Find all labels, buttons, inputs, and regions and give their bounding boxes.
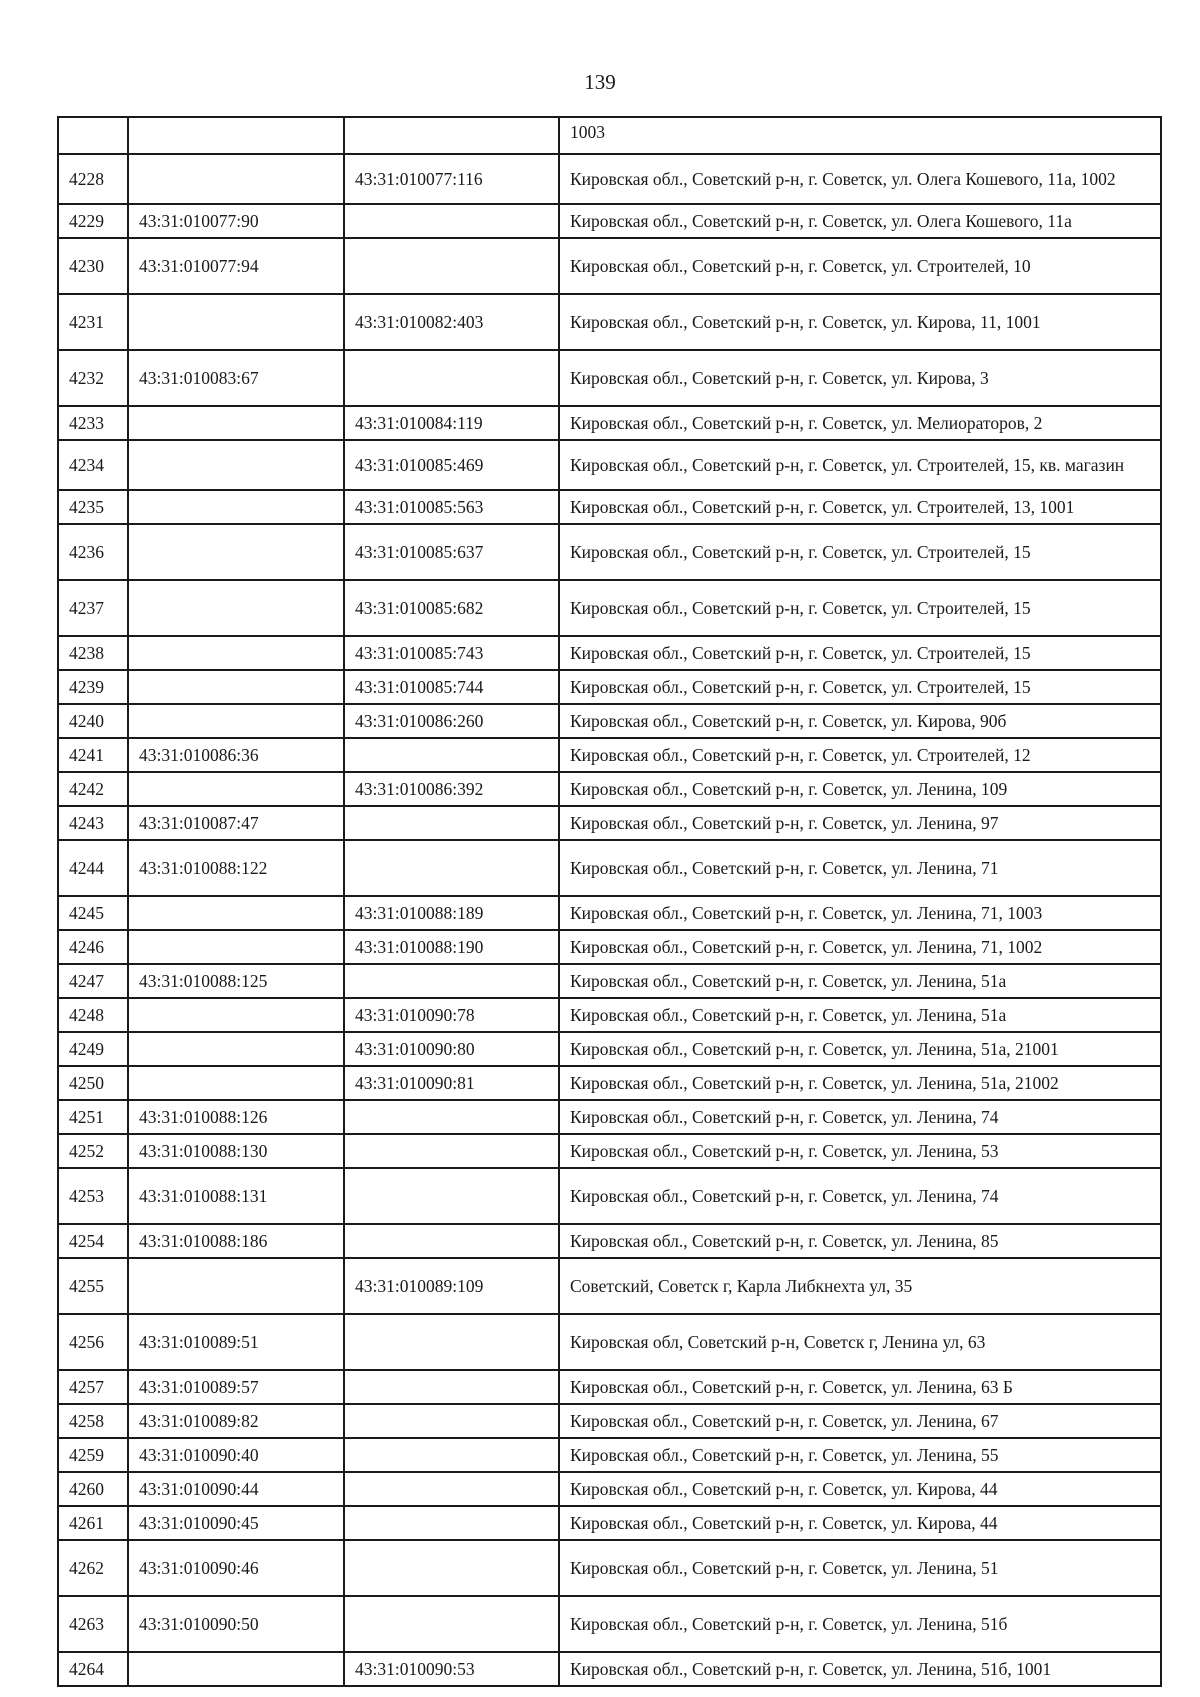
plot-cadastral-number-cell	[128, 524, 344, 580]
row-number-cell: 4260	[58, 1472, 128, 1506]
address-cell: Кировская обл., Советский р-н, г. Советск, ул. Строителей, 15	[559, 524, 1161, 580]
address-cell: Кировская обл., Советский р-н, г. Советск, ул. Олега Кошевого, 11а, 1002	[559, 154, 1161, 204]
plot-cadastral-number-cell	[128, 580, 344, 636]
table-row	[58, 350, 1161, 406]
row-number-cell: 4246	[58, 930, 128, 964]
address-cell: Кировская обл, Советский р-н, Советск г, Ленина ул, 63	[559, 1314, 1161, 1370]
plot-cadastral-number-cell: 43:31:010089:82	[128, 1404, 344, 1438]
table-row	[58, 238, 1161, 294]
table-row	[58, 964, 1161, 998]
row-number-cell: 4231	[58, 294, 128, 350]
building-cadastral-number-cell	[344, 1540, 559, 1596]
table-row	[58, 670, 1161, 704]
building-cadastral-number-cell: 43:31:010085:682	[344, 580, 559, 636]
building-cadastral-number-cell	[344, 738, 559, 772]
building-cadastral-number-cell	[344, 1314, 559, 1370]
address-cell: Кировская обл., Советский р-н, г. Советск, ул. Строителей, 15, кв. магазин	[559, 440, 1161, 490]
row-number-cell: 4240	[58, 704, 128, 738]
plot-cadastral-number-cell	[128, 772, 344, 806]
address-cell: Кировская обл., Советский р-н, г. Советск, ул. Строителей, 15	[559, 636, 1161, 670]
plot-cadastral-number-cell	[128, 704, 344, 738]
table-row	[58, 294, 1161, 350]
table-row	[58, 1134, 1161, 1168]
table-row	[58, 772, 1161, 806]
address-cell: Кировская обл., Советский р-н, г. Советск, ул. Ленина, 51а	[559, 964, 1161, 998]
plot-cadastral-number-cell	[128, 896, 344, 930]
plot-cadastral-number-cell	[128, 636, 344, 670]
table-row	[58, 636, 1161, 670]
table-row	[58, 204, 1161, 238]
row-number-cell: 4230	[58, 238, 128, 294]
row-number-cell: 4241	[58, 738, 128, 772]
address-cell: Кировская обл., Советский р-н, г. Советск, ул. Кирова, 44	[559, 1506, 1161, 1540]
building-cadastral-number-cell: 43:31:010086:392	[344, 772, 559, 806]
plot-cadastral-number-cell: 43:31:010077:90	[128, 204, 344, 238]
table-row	[58, 1032, 1161, 1066]
row-number-cell: 4229	[58, 204, 128, 238]
building-cadastral-number-cell	[344, 117, 559, 154]
address-cell: Кировская обл., Советский р-н, г. Советск, ул. Олега Кошевого, 11а	[559, 204, 1161, 238]
row-number-cell: 4237	[58, 580, 128, 636]
plot-cadastral-number-cell: 43:31:010090:44	[128, 1472, 344, 1506]
building-cadastral-number-cell	[344, 1224, 559, 1258]
table-row	[58, 117, 1161, 154]
table-row	[58, 406, 1161, 440]
address-cell: 1003	[559, 117, 1161, 154]
plot-cadastral-number-cell: 43:31:010086:36	[128, 738, 344, 772]
row-number-cell: 4242	[58, 772, 128, 806]
address-cell: Кировская обл., Советский р-н, г. Советск, ул. Ленина, 51а, 21001	[559, 1032, 1161, 1066]
table-row	[58, 490, 1161, 524]
address-cell: Кировская обл., Советский р-н, г. Советск, ул. Ленина, 51а	[559, 998, 1161, 1032]
row-number-cell: 4235	[58, 490, 128, 524]
address-cell: Кировская обл., Советский р-н, г. Советск, ул. Ленина, 53	[559, 1134, 1161, 1168]
table-row	[58, 1168, 1161, 1224]
row-number-cell: 4250	[58, 1066, 128, 1100]
plot-cadastral-number-cell	[128, 1066, 344, 1100]
address-cell: Кировская обл., Советский р-н, г. Советск, ул. Ленина, 71, 1003	[559, 896, 1161, 930]
building-cadastral-number-cell: 43:31:010085:563	[344, 490, 559, 524]
address-cell: Кировская обл., Советский р-н, г. Советск, ул. Ленина, 63 Б	[559, 1370, 1161, 1404]
building-cadastral-number-cell: 43:31:010085:469	[344, 440, 559, 490]
table-row	[58, 1540, 1161, 1596]
address-cell: Кировская обл., Советский р-н, г. Советск, ул. Кирова, 3	[559, 350, 1161, 406]
row-number-cell: 4253	[58, 1168, 128, 1224]
row-number-cell: 4252	[58, 1134, 128, 1168]
table-row	[58, 524, 1161, 580]
address-cell: Кировская обл., Советский р-н, г. Советск, ул. Строителей, 15	[559, 580, 1161, 636]
table-row	[58, 440, 1161, 490]
building-cadastral-number-cell: 43:31:010086:260	[344, 704, 559, 738]
building-cadastral-number-cell	[344, 806, 559, 840]
plot-cadastral-number-cell	[128, 154, 344, 204]
page-number: 139	[584, 70, 616, 94]
table-row	[58, 1066, 1161, 1100]
table-row	[58, 1596, 1161, 1652]
plot-cadastral-number-cell: 43:31:010090:45	[128, 1506, 344, 1540]
row-number-cell: 4257	[58, 1370, 128, 1404]
plot-cadastral-number-cell: 43:31:010089:51	[128, 1314, 344, 1370]
building-cadastral-number-cell: 43:31:010085:744	[344, 670, 559, 704]
building-cadastral-number-cell: 43:31:010090:78	[344, 998, 559, 1032]
row-number-cell: 4236	[58, 524, 128, 580]
address-cell: Кировская обл., Советский р-н, г. Советск, ул. Строителей, 12	[559, 738, 1161, 772]
row-number-cell: 4264	[58, 1652, 128, 1686]
table-row	[58, 1652, 1161, 1686]
building-cadastral-number-cell	[344, 1100, 559, 1134]
table-row	[58, 1438, 1161, 1472]
plot-cadastral-number-cell: 43:31:010087:47	[128, 806, 344, 840]
table-row	[58, 154, 1161, 204]
row-number-cell: 4259	[58, 1438, 128, 1472]
row-number-cell: 4228	[58, 154, 128, 204]
building-cadastral-number-cell: 43:31:010089:109	[344, 1258, 559, 1314]
row-number-cell: 4261	[58, 1506, 128, 1540]
plot-cadastral-number-cell	[128, 1032, 344, 1066]
row-number-cell: 4234	[58, 440, 128, 490]
building-cadastral-number-cell	[344, 1404, 559, 1438]
table-row	[58, 1506, 1161, 1540]
table-row	[58, 738, 1161, 772]
building-cadastral-number-cell: 43:31:010082:403	[344, 294, 559, 350]
address-cell: Кировская обл., Советский р-н, г. Советск, ул. Ленина, 74	[559, 1100, 1161, 1134]
plot-cadastral-number-cell	[128, 1652, 344, 1686]
plot-cadastral-number-cell	[128, 998, 344, 1032]
building-cadastral-number-cell	[344, 840, 559, 896]
plot-cadastral-number-cell: 43:31:010088:125	[128, 964, 344, 998]
building-cadastral-number-cell: 43:31:010088:190	[344, 930, 559, 964]
table-row	[58, 1404, 1161, 1438]
plot-cadastral-number-cell: 43:31:010088:131	[128, 1168, 344, 1224]
address-cell: Кировская обл., Советский р-н, г. Советск, ул. Ленина, 71	[559, 840, 1161, 896]
plot-cadastral-number-cell	[128, 490, 344, 524]
row-number-cell: 4255	[58, 1258, 128, 1314]
registry-table-body	[58, 117, 1161, 1686]
building-cadastral-number-cell: 43:31:010084:119	[344, 406, 559, 440]
building-cadastral-number-cell	[344, 204, 559, 238]
table-row	[58, 1100, 1161, 1134]
table-row	[58, 806, 1161, 840]
address-cell: Кировская обл., Советский р-н, г. Советск, ул. Строителей, 10	[559, 238, 1161, 294]
address-cell: Кировская обл., Советский р-н, г. Советск, ул. Мелиораторов, 2	[559, 406, 1161, 440]
table-row	[58, 998, 1161, 1032]
row-number-cell: 4233	[58, 406, 128, 440]
address-cell: Кировская обл., Советский р-н, г. Советск, ул. Ленина, 85	[559, 1224, 1161, 1258]
registry-table	[57, 116, 1162, 1687]
row-number-cell: 4254	[58, 1224, 128, 1258]
table-row	[58, 580, 1161, 636]
address-cell: Кировская обл., Советский р-н, г. Советск, ул. Кирова, 44	[559, 1472, 1161, 1506]
plot-cadastral-number-cell: 43:31:010088:126	[128, 1100, 344, 1134]
address-cell: Кировская обл., Советский р-н, г. Советск, ул. Ленина, 71, 1002	[559, 930, 1161, 964]
address-cell: Кировская обл., Советский р-н, г. Советск, ул. Ленина, 55	[559, 1438, 1161, 1472]
address-cell: Кировская обл., Советский р-н, г. Советск, ул. Кирова, 90б	[559, 704, 1161, 738]
address-cell: Кировская обл., Советский р-н, г. Советск, ул. Ленина, 51	[559, 1540, 1161, 1596]
address-cell: Кировская обл., Советский р-н, г. Советск, ул. Ленина, 74	[559, 1168, 1161, 1224]
row-number-cell: 4245	[58, 896, 128, 930]
plot-cadastral-number-cell	[128, 930, 344, 964]
building-cadastral-number-cell: 43:31:010085:637	[344, 524, 559, 580]
address-cell: Кировская обл., Советский р-н, г. Советск, ул. Строителей, 15	[559, 670, 1161, 704]
address-cell: Советский, Советск г, Карла Либкнехта ул, 35	[559, 1258, 1161, 1314]
row-number-cell: 4251	[58, 1100, 128, 1134]
row-number-cell: 4248	[58, 998, 128, 1032]
address-cell: Кировская обл., Советский р-н, г. Советск, ул. Ленина, 109	[559, 772, 1161, 806]
building-cadastral-number-cell	[344, 1438, 559, 1472]
plot-cadastral-number-cell: 43:31:010088:130	[128, 1134, 344, 1168]
plot-cadastral-number-cell: 43:31:010089:57	[128, 1370, 344, 1404]
row-number-cell: 4238	[58, 636, 128, 670]
plot-cadastral-number-cell: 43:31:010088:186	[128, 1224, 344, 1258]
table-row	[58, 1472, 1161, 1506]
building-cadastral-number-cell: 43:31:010077:116	[344, 154, 559, 204]
table-row	[58, 1314, 1161, 1370]
plot-cadastral-number-cell: 43:31:010077:94	[128, 238, 344, 294]
plot-cadastral-number-cell	[128, 406, 344, 440]
building-cadastral-number-cell	[344, 350, 559, 406]
address-cell: Кировская обл., Советский р-н, г. Советск, ул. Ленина, 51б, 1001	[559, 1652, 1161, 1686]
plot-cadastral-number-cell	[128, 440, 344, 490]
row-number-cell: 4243	[58, 806, 128, 840]
address-cell: Кировская обл., Советский р-н, г. Советск, ул. Ленина, 51а, 21002	[559, 1066, 1161, 1100]
row-number-cell: 4239	[58, 670, 128, 704]
plot-cadastral-number-cell	[128, 117, 344, 154]
address-cell: Кировская обл., Советский р-н, г. Советск, ул. Строителей, 13, 1001	[559, 490, 1161, 524]
table-row	[58, 930, 1161, 964]
table-row	[58, 1224, 1161, 1258]
row-number-cell: 4247	[58, 964, 128, 998]
plot-cadastral-number-cell: 43:31:010090:40	[128, 1438, 344, 1472]
building-cadastral-number-cell	[344, 1134, 559, 1168]
row-number-cell: 4244	[58, 840, 128, 896]
building-cadastral-number-cell	[344, 1506, 559, 1540]
row-number-cell: 4249	[58, 1032, 128, 1066]
building-cadastral-number-cell: 43:31:010090:80	[344, 1032, 559, 1066]
address-cell: Кировская обл., Советский р-н, г. Советск, ул. Ленина, 67	[559, 1404, 1161, 1438]
plot-cadastral-number-cell	[128, 294, 344, 350]
building-cadastral-number-cell: 43:31:010085:743	[344, 636, 559, 670]
row-number-cell	[58, 117, 128, 154]
plot-cadastral-number-cell: 43:31:010090:46	[128, 1540, 344, 1596]
building-cadastral-number-cell	[344, 1370, 559, 1404]
plot-cadastral-number-cell: 43:31:010090:50	[128, 1596, 344, 1652]
row-number-cell: 4256	[58, 1314, 128, 1370]
table-row	[58, 1370, 1161, 1404]
table-row	[58, 1258, 1161, 1314]
address-cell: Кировская обл., Советский р-н, г. Советск, ул. Ленина, 51б	[559, 1596, 1161, 1652]
building-cadastral-number-cell: 43:31:010090:53	[344, 1652, 559, 1686]
table-row	[58, 896, 1161, 930]
address-cell: Кировская обл., Советский р-н, г. Советск, ул. Ленина, 97	[559, 806, 1161, 840]
row-number-cell: 4263	[58, 1596, 128, 1652]
building-cadastral-number-cell	[344, 964, 559, 998]
row-number-cell: 4232	[58, 350, 128, 406]
table-row	[58, 704, 1161, 738]
building-cadastral-number-cell	[344, 238, 559, 294]
building-cadastral-number-cell: 43:31:010090:81	[344, 1066, 559, 1100]
building-cadastral-number-cell	[344, 1168, 559, 1224]
table-row	[58, 840, 1161, 896]
plot-cadastral-number-cell: 43:31:010088:122	[128, 840, 344, 896]
plot-cadastral-number-cell	[128, 1258, 344, 1314]
plot-cadastral-number-cell: 43:31:010083:67	[128, 350, 344, 406]
plot-cadastral-number-cell	[128, 670, 344, 704]
building-cadastral-number-cell	[344, 1472, 559, 1506]
row-number-cell: 4262	[58, 1540, 128, 1596]
building-cadastral-number-cell	[344, 1596, 559, 1652]
row-number-cell: 4258	[58, 1404, 128, 1438]
building-cadastral-number-cell: 43:31:010088:189	[344, 896, 559, 930]
address-cell: Кировская обл., Советский р-н, г. Советск, ул. Кирова, 11, 1001	[559, 294, 1161, 350]
